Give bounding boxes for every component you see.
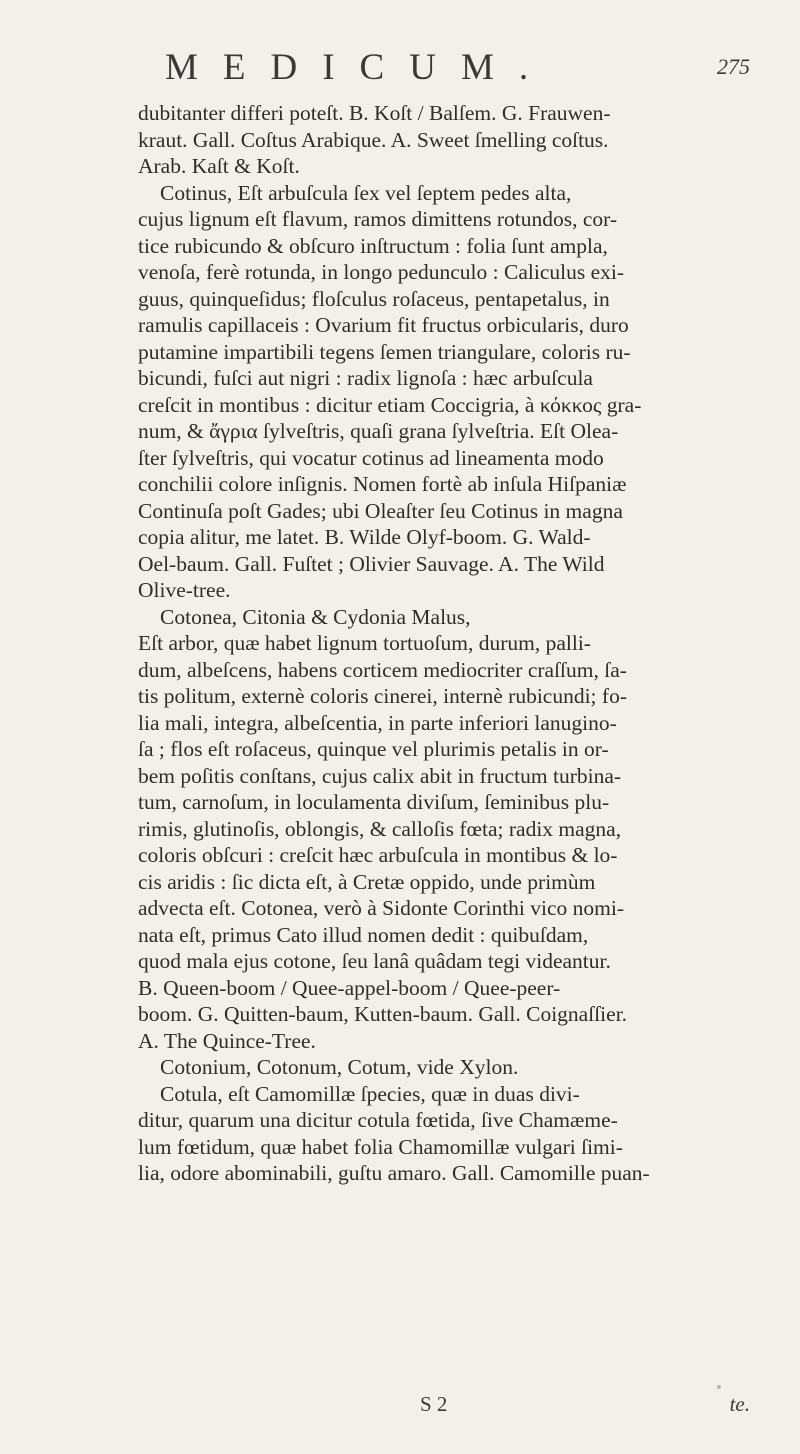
text-line: Continuſa poſt Gades; ubi Oleaſter ſeu Cotinus in magna — [138, 498, 623, 523]
text-line: Olive-tree. — [138, 578, 231, 602]
text-line: kraut. Gall. Coſtus Arabique. A. Sweet ſmelling coſtus. — [138, 127, 609, 152]
text-line: B. Queen-boom / Quee-appel-boom / Quee-peer- — [138, 975, 561, 1000]
text-line: ſter ſylveſtris, qui vocatur cotinus ad lineamenta modo — [138, 445, 604, 470]
entry-start-line: Cotinus, Eſt arbuſcula ſex vel ſeptem pedes alta, — [160, 180, 572, 205]
text-line: Arab. Kaſt & Koſt. — [138, 154, 300, 178]
page-header — [165, 44, 750, 90]
text-line: Eſt arbor, quæ habet lignum tortuoſum, durum, palli- — [138, 631, 591, 655]
text-line: dum, albeſcens, habens corticem mediocriter craſſum, ſa- — [138, 657, 627, 682]
text-line: putamine impartibili tegens ſemen triangulare, coloris ru- — [138, 339, 631, 364]
text-line: lum fœtidum, quæ habet folia Chamomillæ vulgari ſimi- — [138, 1134, 623, 1159]
text-line: tum, carnoſum, in loculamenta diviſum, ſeminibus plu- — [138, 790, 610, 814]
entry-start-line: Cotonium, Cotonum, Cotum, vide Xylon. — [160, 1055, 519, 1079]
entry-start-line: Cotula, eſt Camomillæ ſpecies, quæ in duas divi- — [160, 1081, 580, 1106]
text-line: Oel-baum. Gall. Fuſtet ; Olivier Sauvage. A. The Wild — [138, 551, 605, 576]
page-footer — [420, 1392, 750, 1422]
text-line: boom. G. Quitten-baum, Kutten-baum. Gall. Coignaſſier. — [138, 1002, 628, 1026]
text-line: nata eſt, primus Cato illud nomen dedit : quibuſdam, — [138, 922, 589, 947]
text-line: ditur, quarum una dicitur cotula fœtida, ſive Chamæme- — [138, 1108, 618, 1132]
text-line: venoſa, ferè rotunda, in longo pedunculo : Caliculus exi- — [138, 260, 625, 284]
page-number: 275 — [717, 54, 750, 79]
text-line: dubitanter differi poteſt. B. Koſt / Balſem. G. Frauwen- — [138, 101, 611, 125]
catchword: te. — [729, 1392, 750, 1416]
text-line: conchilii colore inſignis. Nomen fortè ab inſula Hiſpaniæ — [138, 472, 627, 496]
text-line: A. The Quince-Tree. — [138, 1028, 316, 1053]
signature-mark: S 2 — [420, 1392, 448, 1416]
text-line: rimis, glutinoſis, oblongis, & calloſis fœta; radix magna, — [138, 816, 622, 841]
text-line: tice rubicundo & obſcuro inſtructum : folia ſunt ampla, — [138, 233, 608, 258]
text-line: ſa ; flos eſt roſaceus, quinque vel plurimis petalis in or- — [138, 737, 609, 761]
text-line: bem poſitis conſtans, cujus calix abit in fructum turbina- — [138, 763, 622, 788]
entry-start-line: Cotonea, Citonia & Cydonia Malus, — [160, 604, 471, 629]
text-line: lia, odore abominabili, guſtu amaro. Gall. Camomille puan- — [138, 1161, 650, 1185]
text-line: ramulis capillaceis : Ovarium fit fructus orbicularis, duro — [138, 313, 629, 337]
text-line: lia mali, integra, albeſcentia, in parte inferiori lanugino- — [138, 710, 617, 735]
text-line: copia alitur, me latet. B. Wilde Olyf-boom. G. Wald- — [138, 525, 591, 549]
text-line: guus, quinqueſidus; floſculus roſaceus, pentapetalus, in — [138, 286, 610, 311]
text-line: quod mala ejus cotone, ſeu lanâ quâdam tegi videantur. — [138, 949, 611, 973]
text-line: coloris obſcuri : creſcit hæc arbuſcula in montibus & lo- — [138, 843, 618, 867]
text-line: creſcit in montibus : dicitur etiam Coccigria, à κόκκος gra- — [138, 392, 642, 417]
text-line: num, & ἄγρια ſylveſtris, quaſi grana ſylveſtria. Eſt Olea- — [138, 419, 619, 443]
text-line: advecta eſt. Cotonea, verò à Sidonte Corinthi vico nomi- — [138, 896, 625, 920]
text-line: tis politum, externè coloris cinerei, internè rubicundi; fo- — [138, 684, 627, 708]
text-line: cujus lignum eſt flavum, ramos dimittens rotundos, cor- — [138, 207, 618, 231]
text-line: bicundi, fuſci aut nigri : radix lignoſa : hæc arbuſcula — [138, 366, 593, 390]
body-text — [138, 100, 770, 1187]
running-title: MEDICUM. — [165, 46, 554, 88]
paper-speck — [717, 1385, 721, 1389]
text-line: cis aridis : ſic dicta eſt, à Cretæ oppido, unde primùm — [138, 869, 596, 894]
